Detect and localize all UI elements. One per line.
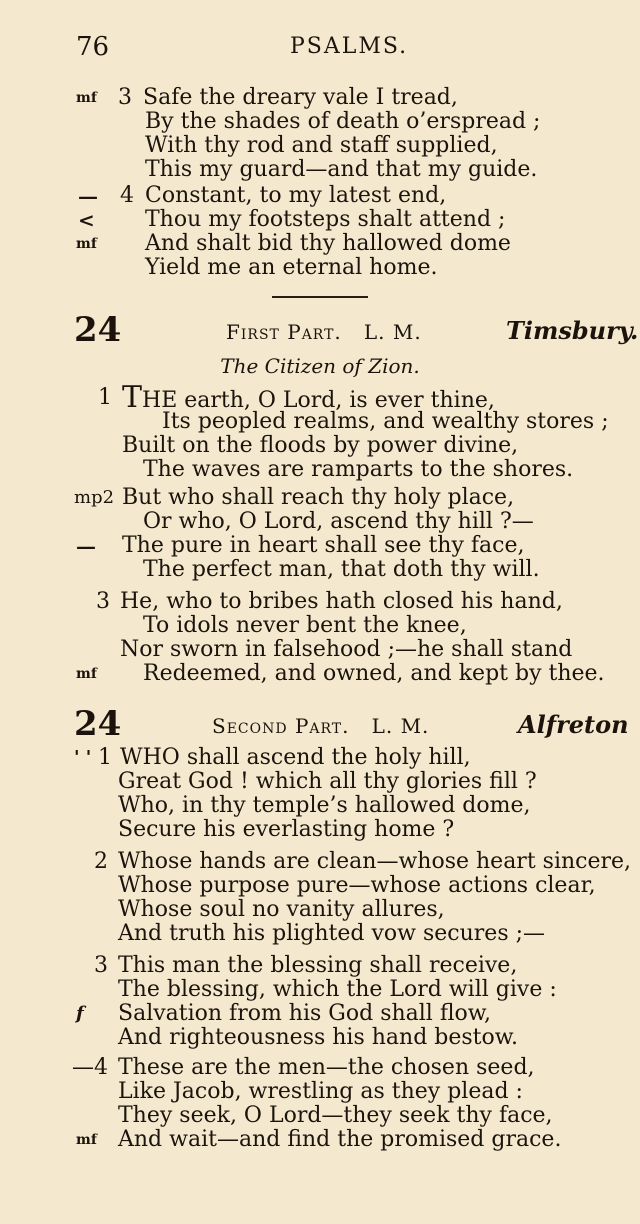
verse-line: Whose purpose pure—whose actions clear, bbox=[118, 873, 596, 898]
dynamic-mark: — bbox=[78, 184, 98, 208]
verse-line: Whose soul no vanity allures, bbox=[118, 897, 445, 922]
verse-line bbox=[122, 380, 495, 415]
verse-line: Like Jacob, wrestling as they plead : bbox=[118, 1079, 523, 1104]
running-title: PSALMS. bbox=[290, 34, 409, 59]
dynamic-mark: mf bbox=[76, 1132, 97, 1148]
meter-label: L. M. bbox=[363, 320, 422, 344]
verse-line: Salvation from his God shall flow, bbox=[118, 1001, 491, 1026]
stanza-number: 2 bbox=[94, 849, 108, 874]
verse-line: Great God ! which all thy glories fill ? bbox=[118, 769, 537, 794]
psalm-number: 24 bbox=[74, 310, 122, 350]
part-name: Second Part. bbox=[212, 714, 350, 738]
dynamic-mark: mf bbox=[76, 90, 97, 106]
psalm-number: 24 bbox=[74, 704, 122, 744]
verse-line: This my guard—and that my guide. bbox=[145, 157, 538, 182]
drop-cap: T bbox=[122, 380, 143, 415]
dynamic-mark: f bbox=[76, 1003, 84, 1024]
verse-line: They seek, O Lord—they seek thy face, bbox=[118, 1103, 553, 1128]
page-header bbox=[0, 32, 640, 68]
verse-line: The perfect man, that doth thy will. bbox=[143, 557, 540, 582]
verse-text: HE earth, O Lord, is ever thine, bbox=[142, 388, 495, 413]
verse-line: The blessing, which the Lord will give : bbox=[118, 977, 557, 1002]
verse-line: By the shades of death o’erspread ; bbox=[145, 109, 541, 134]
verse-line: Whose hands are clean—whose heart sincere, bbox=[118, 849, 632, 874]
verse-line: And truth his plighted vow secures ;— bbox=[118, 921, 546, 946]
verse-line: He, who to bribes hath closed his hand, bbox=[120, 589, 563, 614]
verse-line: Nor sworn in falsehood ;—he shall stand bbox=[120, 637, 573, 662]
verse-line: But who shall reach thy holy place, bbox=[122, 485, 515, 510]
part-name: First Part. bbox=[226, 320, 342, 344]
verse-line: Thou my footsteps shalt attend ; bbox=[145, 207, 506, 232]
verse-line: With thy rod and staff supplied, bbox=[145, 133, 498, 158]
verse-line: Its peopled realms, and wealthy stores ; bbox=[162, 409, 609, 434]
dynamic-mark: mf bbox=[76, 236, 97, 252]
section-divider bbox=[272, 296, 368, 298]
stanza-number: —4 bbox=[72, 1055, 108, 1080]
part-label bbox=[226, 320, 422, 344]
verse-line: The pure in heart shall see thy face, bbox=[122, 533, 525, 558]
dynamic-mark: — bbox=[76, 534, 96, 558]
stanza-number: mp2 bbox=[74, 487, 115, 508]
verse-line: And righteousness his hand bestow. bbox=[118, 1025, 518, 1050]
meter-label: L. M. bbox=[371, 714, 430, 738]
tune-name: Alfreton bbox=[518, 710, 629, 739]
verse-line: WHO shall ascend the holy hill, bbox=[120, 745, 471, 770]
verse-line: Who, in thy temple’s hallowed dome, bbox=[118, 793, 531, 818]
verse-line: This man the blessing shall receive, bbox=[118, 953, 518, 978]
psalm-heading bbox=[0, 310, 640, 354]
part-label bbox=[212, 714, 429, 738]
psalm-heading bbox=[0, 704, 640, 748]
verse-line: Built on the floods by power divine, bbox=[122, 433, 519, 458]
verse-line: Redeemed, and owned, and kept by thee. bbox=[143, 661, 605, 686]
verse-line: The waves are ramparts to the shores. bbox=[143, 457, 574, 482]
tune-name: Timsbury. bbox=[506, 316, 639, 345]
stanza-number: 1 bbox=[98, 745, 112, 770]
verse-line: Secure his everlasting home ? bbox=[118, 817, 455, 842]
dynamic-mark: < bbox=[78, 208, 95, 232]
verse-line: Or who, O Lord, ascend thy hill ?— bbox=[143, 509, 534, 534]
verse-line: And wait—and find the promised grace. bbox=[118, 1127, 562, 1152]
verse-line: To idols never bent the knee, bbox=[143, 613, 467, 638]
psalm-subtitle: The Citizen of Zion. bbox=[220, 354, 420, 378]
stanza-number: 3 bbox=[96, 589, 110, 614]
dynamic-mark: mf bbox=[76, 666, 97, 682]
stanza-number: 3 bbox=[94, 953, 108, 978]
verse-line: And shalt bid thy hallowed dome bbox=[145, 231, 511, 256]
stanza-number: 1 bbox=[98, 385, 112, 410]
dynamic-mark: ' ' bbox=[74, 747, 92, 768]
stanza-number: 3 bbox=[118, 85, 132, 110]
verse-line: Constant, to my latest end, bbox=[145, 183, 447, 208]
verse-line: Yield me an eternal home. bbox=[145, 255, 438, 280]
verse-line: Safe the dreary vale I tread, bbox=[143, 85, 458, 110]
page-number: 76 bbox=[76, 32, 110, 62]
verse-line: These are the men—the chosen seed, bbox=[118, 1055, 535, 1080]
stanza-number: 4 bbox=[120, 183, 134, 208]
